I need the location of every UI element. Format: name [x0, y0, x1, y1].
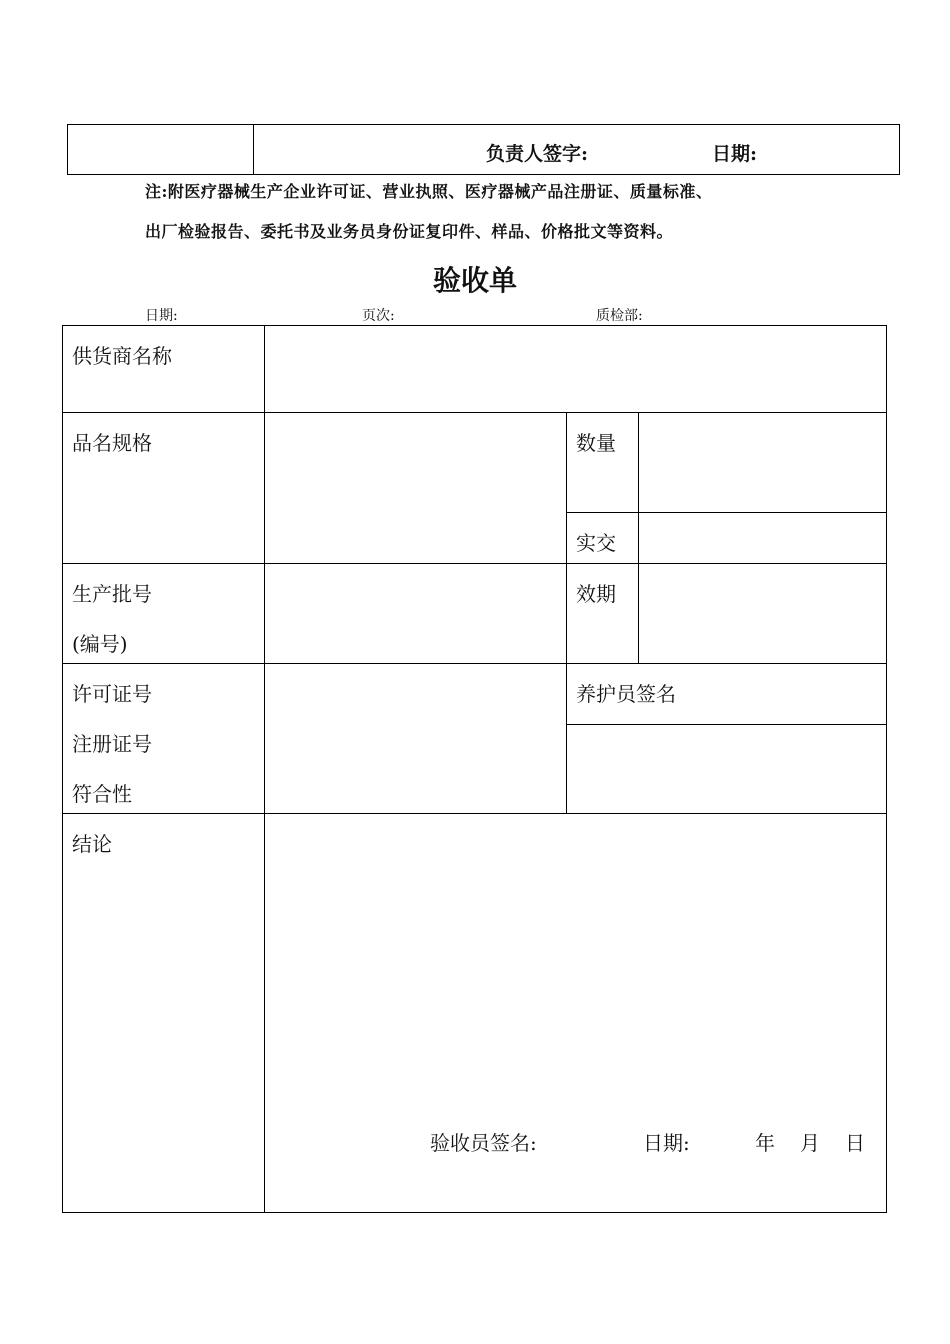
note-line-1: 注:附医疗器械生产企业许可证、营业执照、医疗器械产品注册证、质量标准、: [145, 182, 713, 201]
grid-v-left: [62, 325, 63, 1213]
grid-h-top: [62, 325, 887, 326]
label-supplier-name: 供货商名称: [72, 344, 172, 368]
grid-h-3: [62, 663, 887, 664]
label-expiry: 效期: [576, 582, 616, 606]
inspector-signature-label: 验收员签名:: [430, 1131, 537, 1155]
grid-v-label: [264, 325, 265, 1213]
table-border-left: [67, 124, 68, 175]
label-maintainer-signature: 养护员签名: [576, 682, 676, 706]
label-serial-number: (编号): [72, 632, 128, 656]
grid-h-1: [62, 412, 887, 413]
grid-v-right: [886, 325, 887, 1213]
meta-page-label: 页次:: [362, 308, 395, 324]
signature-date-label: 日期:: [712, 143, 758, 165]
note-line-2: 出厂检验报告、委托书及业务员身份证复印件、样品、价格批文等资料。: [145, 222, 674, 241]
meta-date-label: 日期:: [145, 308, 178, 324]
label-product-spec: 品名规格: [72, 431, 152, 455]
grid-h-sign: [566, 724, 887, 725]
grid-h-4: [62, 813, 887, 814]
label-conformity: 符合性: [72, 782, 132, 806]
grid-v-mid: [566, 412, 567, 814]
meta-qc-dept-label: 质检部:: [596, 308, 643, 324]
footer-month: 月: [800, 1131, 820, 1155]
table-border-right: [899, 124, 900, 175]
grid-v-sub: [638, 412, 639, 664]
label-license-number: 许可证号: [72, 682, 152, 706]
label-registration-number: 注册证号: [72, 732, 152, 756]
label-actual-delivered: 实交: [576, 531, 616, 555]
label-quantity: 数量: [576, 431, 616, 455]
footer-date-label: 日期:: [643, 1131, 690, 1155]
grid-h-bottom: [62, 1212, 887, 1213]
footer-year: 年: [755, 1131, 775, 1155]
footer-day: 日: [845, 1131, 865, 1155]
table-border-top: [67, 124, 900, 125]
table-divider: [253, 124, 254, 175]
grid-h-2: [62, 563, 887, 564]
label-batch-number: 生产批号: [72, 582, 152, 606]
responsible-signature-label: 负责人签字:: [486, 143, 589, 165]
page-title: 验收单: [432, 264, 517, 297]
label-conclusion: 结论: [72, 832, 112, 856]
grid-h-qty: [566, 512, 887, 513]
table-border-bottom: [67, 174, 900, 175]
